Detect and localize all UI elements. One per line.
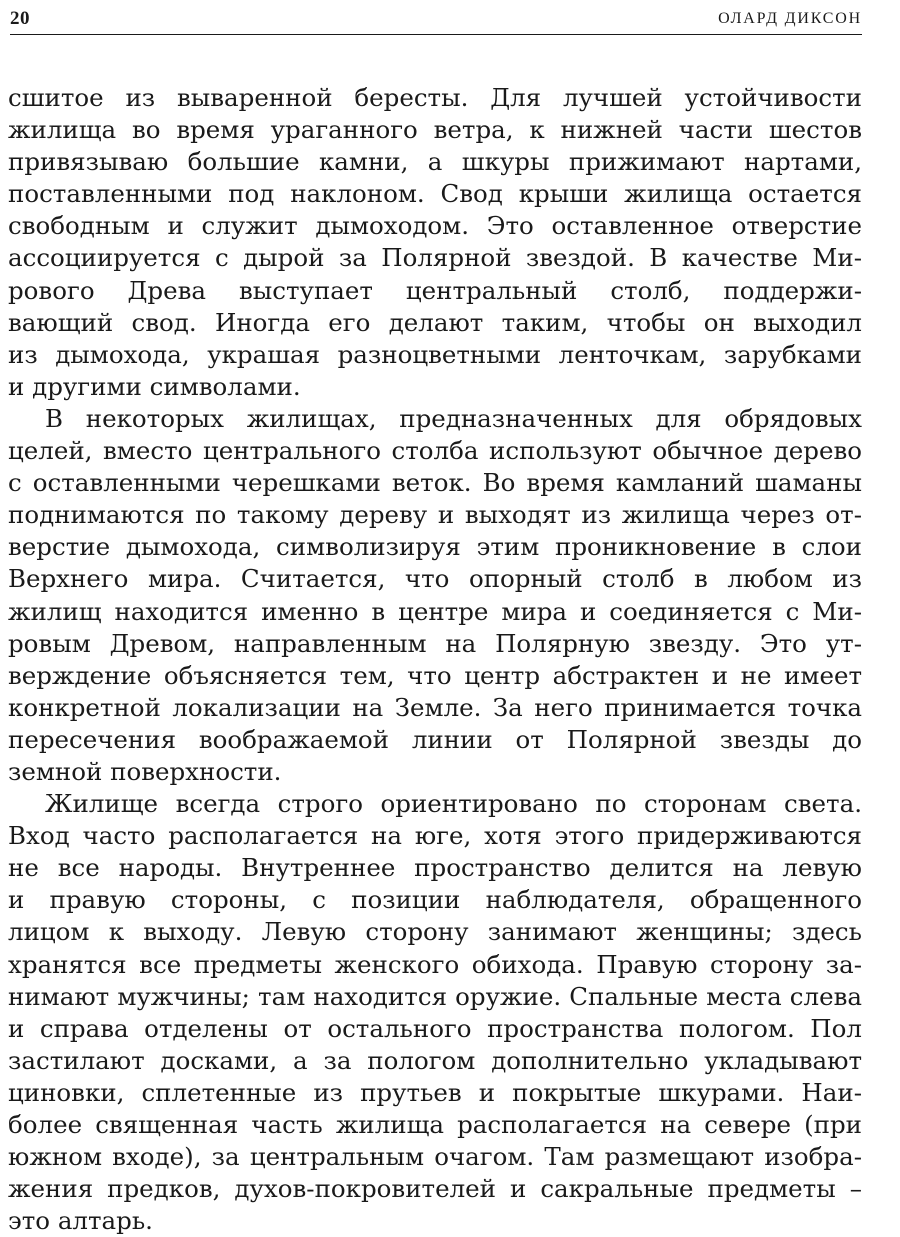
- text-line: не все народы. Внутреннее пространство делится на левую: [8, 853, 862, 883]
- text-line: привязываю большие камни, а шкуры прижимают нартами,: [8, 147, 862, 177]
- text-line: с оставленными черешками веток. Во время камланий шаманы: [8, 468, 862, 498]
- paragraph-first-line: Жилище всегда строго ориентировано по сторонам света.: [45, 789, 862, 819]
- text-line: циновки, сплетенные из прутьев и покрытые шкурами. Наи-: [8, 1077, 862, 1107]
- paragraph-first-line: В некоторых жилищах, предназначенных для обрядовых: [45, 403, 862, 433]
- text-line: поднимаются по такому дереву и выходят из жилища через от-: [8, 500, 862, 530]
- text-line: поставленными под наклоном. Свод крыши жилища остается: [8, 179, 862, 209]
- paragraph-last-line: это алтарь.: [8, 1206, 153, 1236]
- text-line: Вход часто располагается на юге, хотя этого придерживаются: [8, 821, 862, 851]
- text-line: конкретной локализации на Земле. За него принимается точка: [8, 692, 862, 722]
- text-line: жения предков, духов-покровителей и сакральные предметы –: [8, 1174, 862, 1204]
- running-head: [10, 6, 862, 35]
- text-line: жилища во время ураганного ветра, к нижней части шестов: [8, 115, 862, 145]
- text-line: свободным и служит дымоходом. Это оставленное отверстие: [8, 211, 862, 241]
- text-line: нимают мужчины; там находится оружие. Спальные места слева: [8, 981, 862, 1011]
- text-line: из дымохода, украшая разноцветными ленточкам, зарубками: [8, 339, 862, 369]
- text-line: верстие дымохода, символизируя этим проникновение в слои: [8, 532, 862, 562]
- body-text: [8, 82, 862, 1237]
- text-line: и справа отделены от остального пространства пологом. Пол: [8, 1013, 862, 1043]
- running-title: ОЛАРД ДИКСОН: [718, 10, 862, 27]
- text-line: более священная часть жилища располагается на севере (при: [8, 1110, 862, 1139]
- paragraph-last-line: и другими символами.: [8, 371, 301, 401]
- text-line: вающий свод. Иногда его делают таким, чтобы он выходил: [8, 307, 862, 337]
- paragraph-last-line: земной поверхности.: [8, 756, 282, 786]
- page-number: 20: [10, 8, 30, 29]
- text-line: жилищ находится именно в центре мира и соединяется с Ми-: [8, 596, 862, 626]
- text-line: ровым Древом, направленным на Полярную звезду. Это ут-: [8, 628, 862, 658]
- text-line: верждение объясняется тем, что центр абстрактен и не имеет: [8, 660, 862, 690]
- text-line: и правую стороны, с позиции наблюдателя, обращенного: [8, 885, 862, 915]
- text-line: хранятся все предметы женского обихода. Правую сторону за-: [8, 949, 862, 979]
- text-line: Верхнего мира. Считается, что опорный столб в любом из: [8, 564, 862, 594]
- text-line: целей, вместо центрального столба используют обычное дерево: [8, 436, 862, 466]
- text-line: пересечения воображаемой линии от Полярной звезды до: [8, 724, 862, 754]
- text-line: сшитое из вываренной бересты. Для лучшей устойчивости: [8, 83, 862, 112]
- text-line: рового Древа выступает центральный столб, поддержи-: [8, 275, 862, 305]
- text-line: южном входе), за центральным очагом. Там размещают изобра-: [8, 1142, 862, 1172]
- text-line: застилают досками, а за пологом дополнительно укладывают: [8, 1045, 862, 1075]
- text-line: ассоциируется с дырой за Полярной звездой. В качестве Ми-: [8, 243, 862, 273]
- text-line: лицом к выходу. Левую сторону занимают женщины; здесь: [8, 917, 862, 947]
